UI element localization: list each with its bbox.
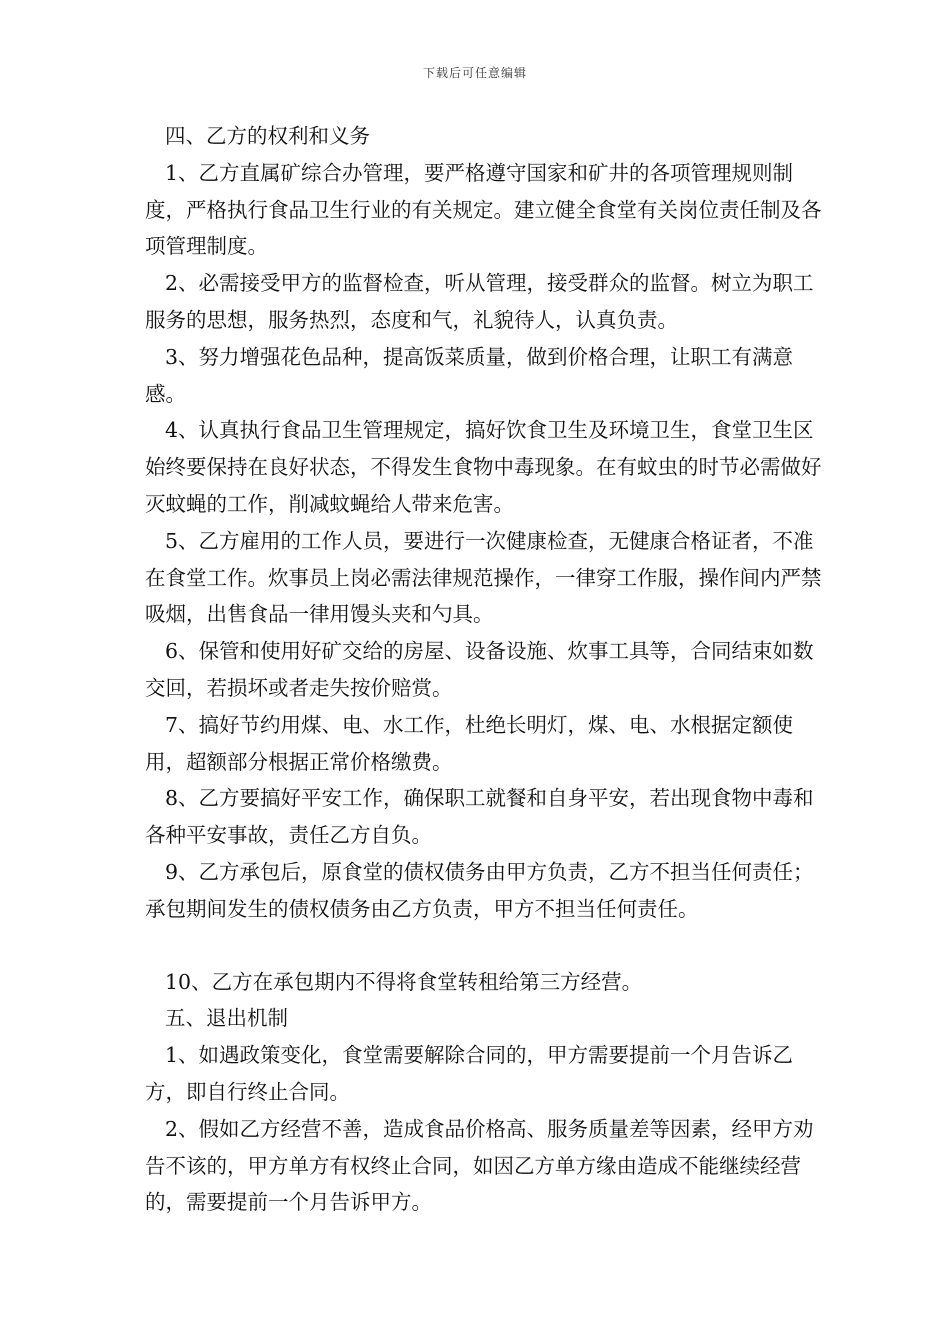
clause-4: 4、认真执行食品卫生管理规定，搞好饮食卫生及环境卫生，食堂卫生区始终要保持在良好状态，不得发生食物中毒现象。在有蚊虫的时节必需做好灭蚊蝇的工作，削减蚊蝇给人带来危害。 (145, 418, 822, 516)
section-heading-exit: 五、退出机制 (165, 1006, 288, 1031)
clause-9: 9、乙方承包后，原食堂的债权债务由甲方负责，乙方不担当任何责任；承包期间发生的债权债务由乙方负责，甲方不担当任何责任。 (145, 859, 814, 921)
exit-clause-2: 2、假如乙方经营不善，造成食品价格高、服务质量差等因素，经甲方劝告不该的，甲方单方有权终止合同，如因乙方单方缘由造成不能继续经营的，需要提前一个月告诉甲方。 (145, 1116, 814, 1215)
section-heading-rights: 四、乙方的权利和义务 (165, 124, 370, 148)
clause-5: 5、乙方雇用的工作人员，要进行一次健康检查，无健康合格证者，不准在食堂工作。炊事员上岗必需法律规范操作，一律穿工作服，操作间内严禁吸烟，出售食品一律用馒头夹和勺具。 (145, 528, 822, 627)
clause-1: 1、乙方直属矿综合办管理，要严格遵守国家和矿井的各项管理规则制度，严格执行食品卫生行业的有关规定。建立健全食堂有关岗位责任制及各项管理制度。 (145, 160, 822, 259)
clause-8: 8、乙方要搞好平安工作，确保职工就餐和自身平安，若出现食物中毒和各种平安事故，责任乙方自负。 (145, 786, 814, 848)
clause-3: 3、努力增强花色品种，提高饭菜质量，做到价格合理，让职工有满意感。 (145, 344, 794, 406)
clause-7: 7、搞好节约用煤、电、水工作，杜绝长明灯，煤、电、水根据定额使用，超额部分根据正常价格缴费。 (145, 712, 794, 774)
exit-clause-1: 1、如遇政策变化，食堂需要解除合同的，甲方需要提前一个月告诉乙方，即自行终止合同。 (145, 1043, 794, 1104)
clause-10: 10、乙方在承包期内不得将食堂转租给第三方经营。 (165, 969, 643, 994)
clause-2: 2、必需接受甲方的监督检查，听从管理，接受群众的监督。树立为职工服务的思想，服务热烈，态度和气，礼貌待人，认真负责。 (145, 271, 814, 332)
page-header: 下载后可任意编辑 (422, 66, 527, 80)
document-body (145, 118, 825, 1221)
clause-6: 6、保管和使用好矿交给的房屋、设备设施、炊事工具等，合同结束如数交回，若损坏或者走失按价赔赏。 (145, 639, 814, 700)
